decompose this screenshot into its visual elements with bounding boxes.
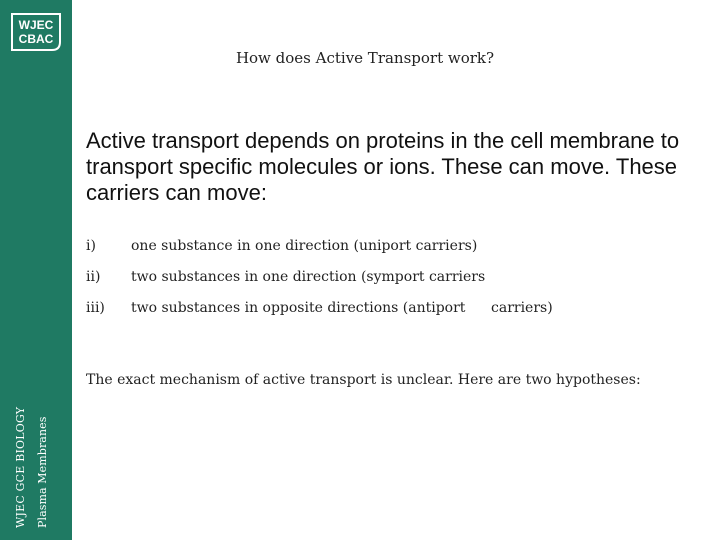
sidebar — [0, 0, 72, 540]
sidebar-labels — [0, 0, 72, 540]
closing-paragraph: The exact mechanism of active transport is unclear. Here are two hypotheses: — [86, 372, 641, 388]
list-item-text: one substance in one direction (uniport carriers) — [131, 238, 478, 254]
list-item-text: two substances in opposite directions (antiport — [131, 300, 466, 316]
list-item-text: two substances in one direction (symport carriers — [131, 269, 486, 285]
list-item-tail: carriers) — [491, 300, 553, 316]
carrier-list — [86, 238, 686, 331]
intro-paragraph: Active transport depends on proteins in the cell membrane to transport specific molecules or ions. These can move. These carriers can move: — [86, 128, 680, 205]
logo-line1: WJEC — [18, 18, 54, 32]
list-item-number: i) — [86, 238, 96, 254]
list-item-number: iii) — [86, 300, 105, 316]
list-item — [86, 269, 686, 300]
logo-line2: CBAC — [18, 32, 54, 46]
list-item — [86, 238, 686, 269]
subject-label: WJEC GCE BIOLOGY — [14, 406, 27, 528]
slide-title: How does Active Transport work? — [235, 49, 495, 67]
topic-label: Plasma Membranes — [36, 416, 49, 528]
list-item — [86, 300, 686, 331]
list-item-number: ii) — [86, 269, 101, 285]
